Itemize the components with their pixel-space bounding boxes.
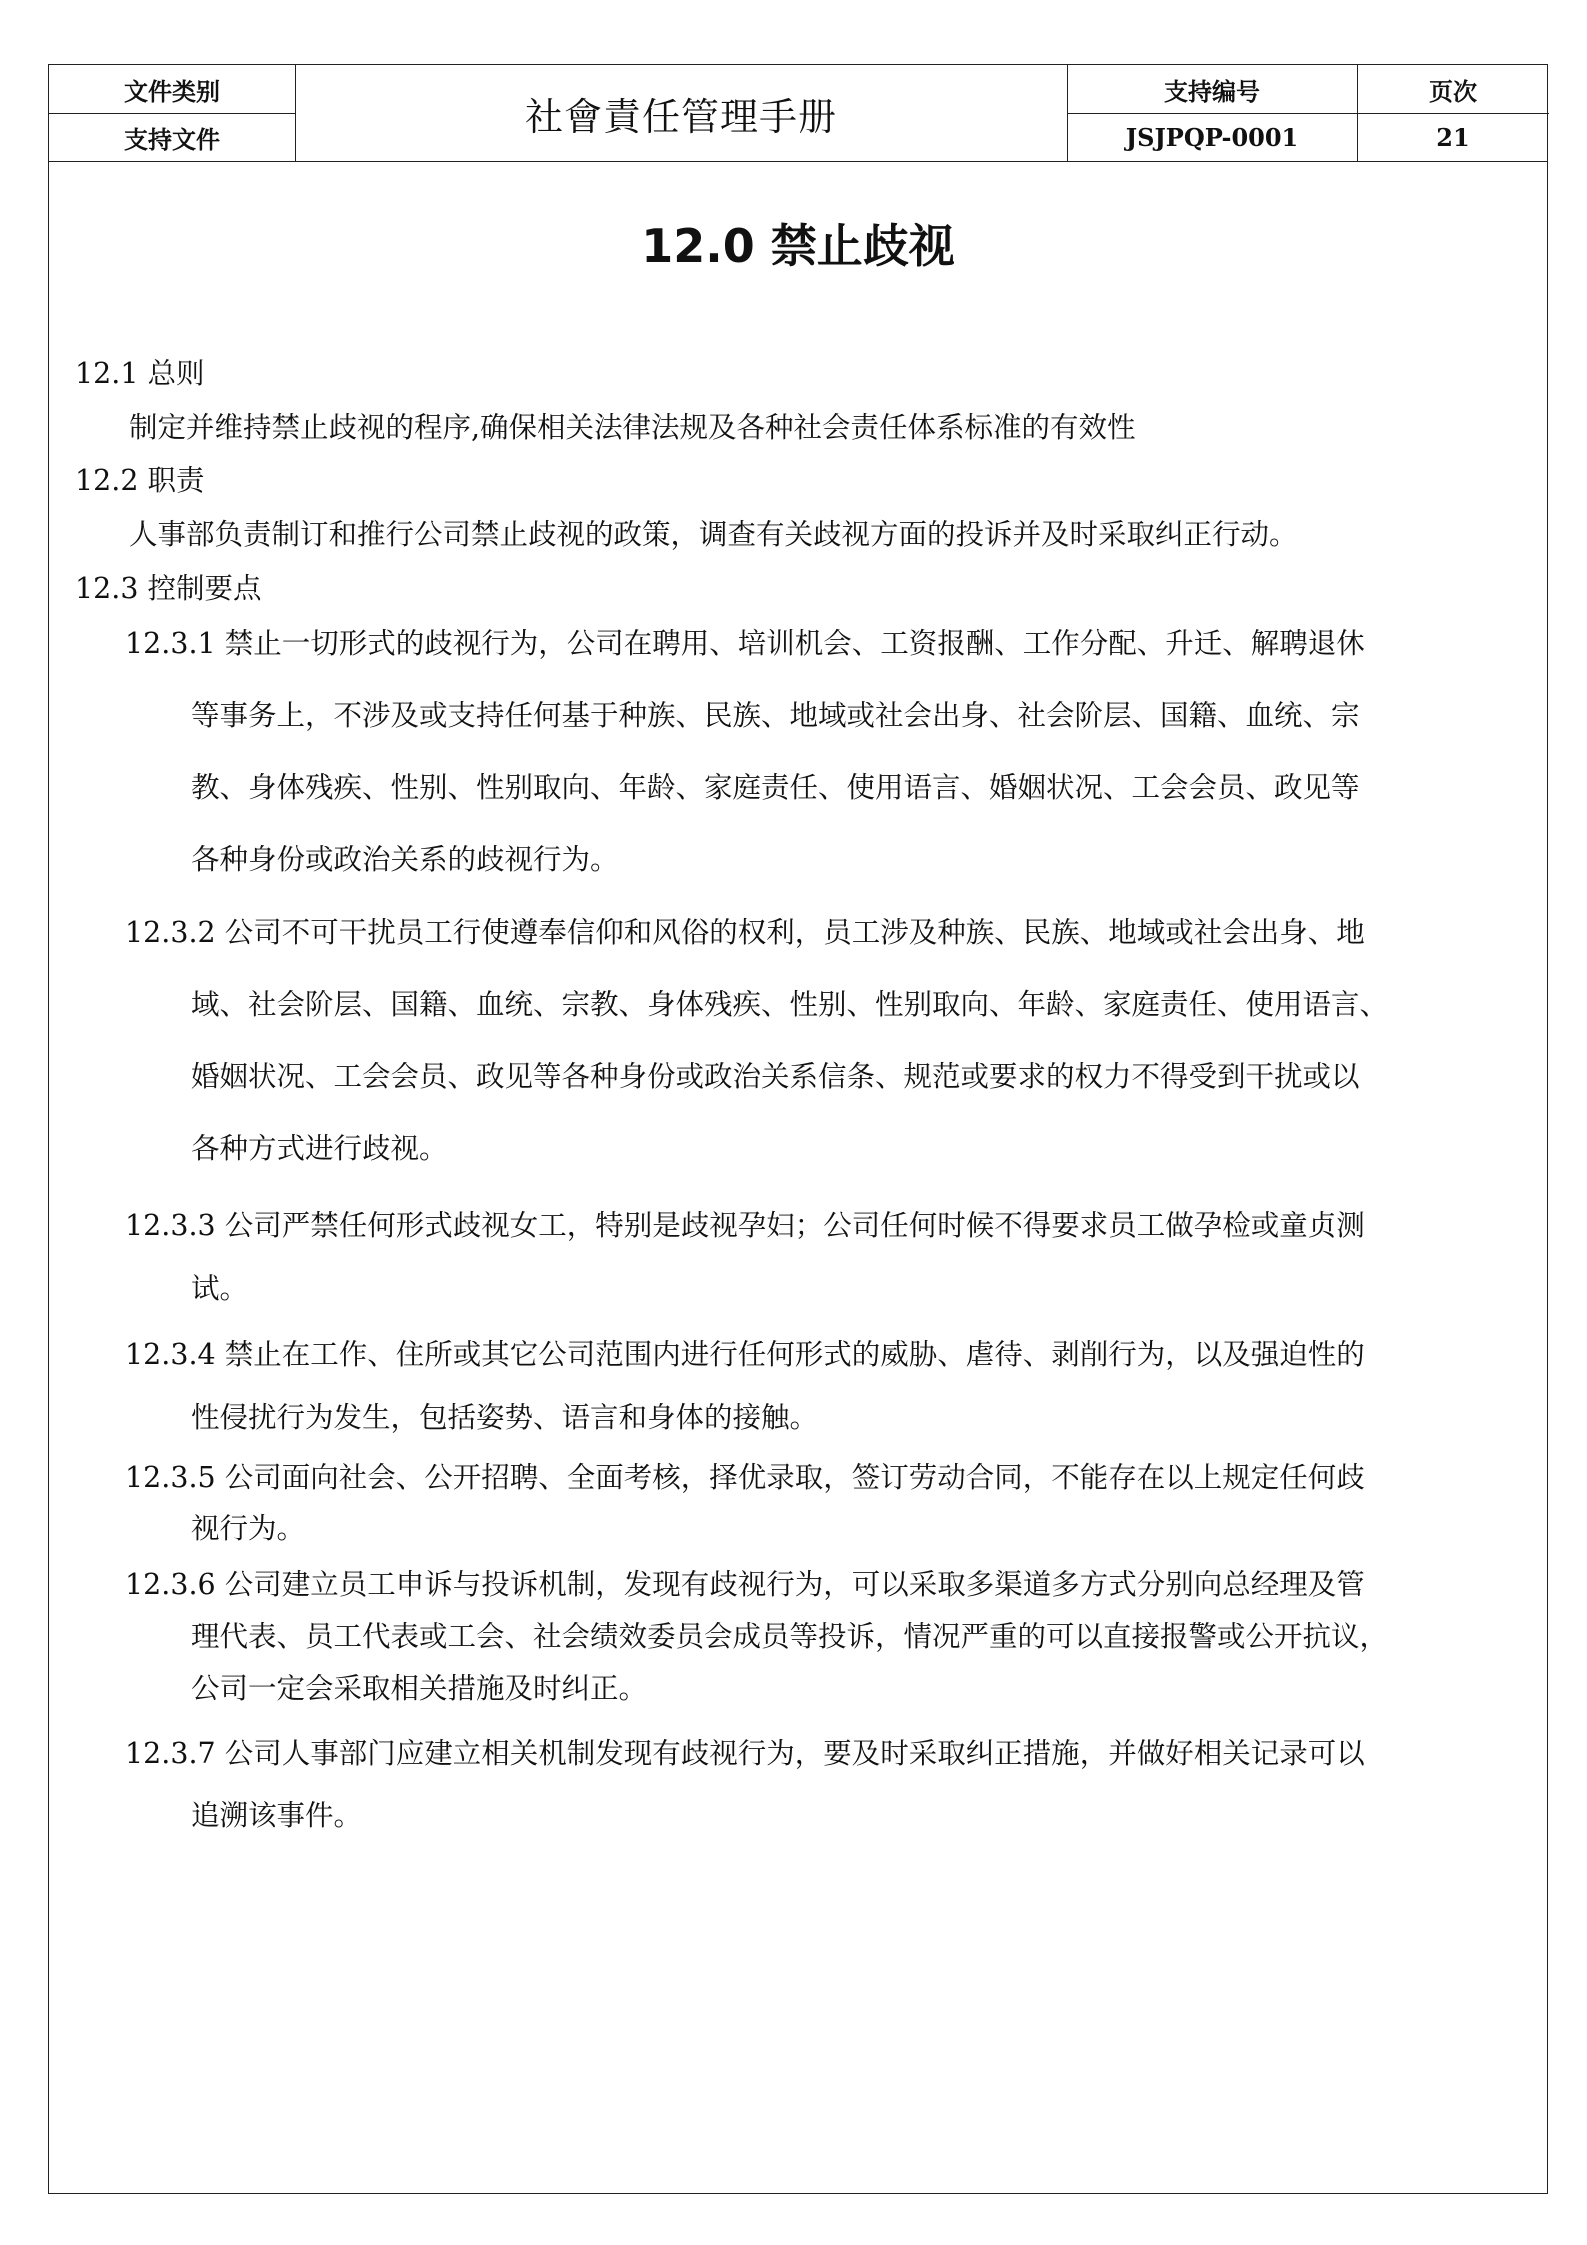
file-category-value: 支持文件	[124, 124, 220, 154]
page-label: 页次	[1429, 76, 1477, 106]
control-heading: 12.3 控制要点	[75, 572, 262, 605]
clause-12-3-3-line-1: 12.3.3 公司严禁任何形式歧视女工，特别是歧视孕妇；公司任何时候不得要求员工做孕检或童贞测	[125, 1209, 1365, 1242]
clause-12-3-4-line-1: 12.3.4 禁止在工作、住所或其它公司范围内进行任何形式的威胁、虐待、剥削行为，以及强迫性的	[125, 1338, 1365, 1371]
clause-12-3-5-line-1: 12.3.5 公司面向社会、公开招聘、全面考核，择优录取，签订劳动合同，不能存在以上规定任何歧	[125, 1461, 1365, 1494]
clause-12-3-6-line-1: 12.3.6 公司建立员工申诉与投诉机制，发现有歧视行为，可以采取多渠道多方式分别向总经理及管	[125, 1568, 1365, 1601]
clause-12-3-5-line-2: 视行为。	[191, 1512, 306, 1545]
clause-12-3-1-line-3: 教、身体残疾、性别、性别取向、年龄、家庭责任、使用语言、婚姻状况、工会会员、政见等	[191, 771, 1360, 804]
clause-12-3-4-line-2: 性侵扰行为发生，包括姿势、语言和身体的接触。	[191, 1401, 819, 1434]
clause-12-3-2-line-3: 婚姻状况、工会会员、政见等各种身份或政治关系信条、规范或要求的权力不得受到干扰或以	[191, 1060, 1360, 1093]
duties-text: 人事部负责制订和推行公司禁止歧视的政策，调查有关歧视方面的投诉并及时采取纠正行动。	[129, 518, 1298, 551]
clause-12-3-7-line-2: 追溯该事件。	[191, 1799, 363, 1832]
general-text: 制定并维持禁止歧视的程序,确保相关法律法规及各种社会责任体系标准的有效性	[129, 411, 1136, 444]
clause-12-3-6-line-2: 理代表、员工代表或工会、社会绩效委员会成员等投诉，情况严重的可以直接报警或公开抗议，	[191, 1620, 1389, 1653]
support-no-value: JSJPQP-0001	[1125, 122, 1299, 152]
section-title: 12.0 禁止歧视	[641, 219, 955, 273]
clause-12-3-6-line-3: 公司一定会采取相关措施及时纠正。	[191, 1672, 648, 1705]
clause-12-3-2-line-1: 12.3.2 公司不可干扰员工行使遵奉信仰和风俗的权利，员工涉及种族、民族、地域或社会出身、地	[125, 916, 1365, 949]
header-table	[49, 65, 1547, 162]
file-category-label: 文件类别	[124, 76, 220, 106]
manual-title: 社會責任管理手册	[524, 94, 837, 139]
page-number: 21	[1436, 122, 1470, 152]
clause-12-3-3-line-2: 试。	[191, 1272, 249, 1305]
clause-12-3-7-line-1: 12.3.7 公司人事部门应建立相关机制发现有歧视行为，要及时采取纠正措施，并做好相关记录可以	[125, 1737, 1365, 1770]
clause-12-3-2-line-2: 域、社会阶层、国籍、血统、宗教、身体残疾、性别、性别取向、年龄、家庭责任、使用语言、	[191, 988, 1389, 1021]
document-frame	[48, 64, 1548, 2194]
clause-12-3-1-line-4: 各种身份或政治关系的歧视行为。	[191, 843, 619, 876]
general-heading: 12.1 总则	[75, 357, 205, 390]
clause-12-3-1-line-2: 等事务上，不涉及或支持任何基于种族、民族、地域或社会出身、社会阶层、国籍、血统、宗	[191, 699, 1360, 732]
clause-12-3-2-line-4: 各种方式进行歧视。	[191, 1132, 448, 1165]
clause-12-3-1-line-1: 12.3.1 禁止一切形式的歧视行为，公司在聘用、培训机会、工资报酬、工作分配、升迁、解聘退休	[125, 627, 1365, 660]
support-no-label: 支持编号	[1164, 76, 1260, 106]
duties-heading: 12.2 职责	[75, 464, 205, 497]
